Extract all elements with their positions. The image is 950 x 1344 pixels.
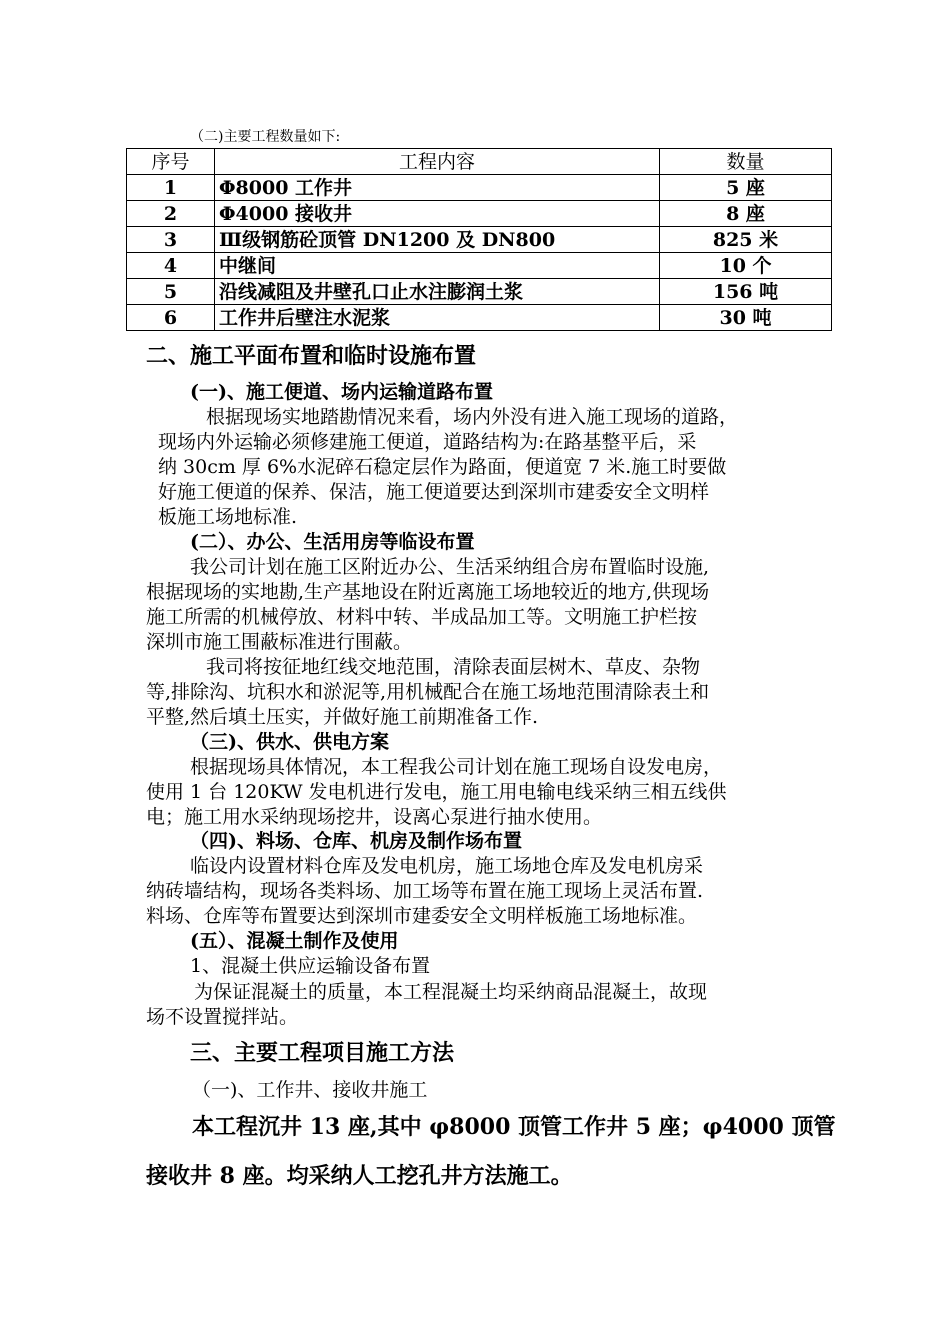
header-no: 序号 bbox=[127, 149, 215, 175]
paragraph-line: 现场内外运输必须修建施工便道，道路结构为:在路基整平后，采 bbox=[158, 431, 697, 453]
cell-item: 工作井后壁注水泥浆 bbox=[215, 305, 660, 331]
cell-quantity: 5 座 bbox=[660, 175, 832, 201]
paragraph-line: 使用 1 台 120KW 发电机进行发电，施工用电输电线采纳三相五线供 bbox=[146, 781, 727, 803]
header-quantity: 数量 bbox=[660, 149, 832, 175]
cell-quantity: 825 米 bbox=[660, 227, 832, 253]
paragraph-line: 为保证混凝土的质量，本工程混凝土均采纳商品混凝土，故现 bbox=[194, 981, 708, 1003]
cell-no: 4 bbox=[127, 253, 215, 279]
paragraph-line: 1、混凝土供应运输设备布置 bbox=[190, 955, 431, 977]
section-3-1-title: （一)、工作井、接收井施工 bbox=[192, 1079, 428, 1101]
cell-item: Ⅲ级钢筋砼顶管 DN1200 及 DN800 bbox=[215, 227, 660, 253]
paragraph-line: 纳砖墙结构，现场各类料场、加工场等布置在施工现场上灵活布置. bbox=[146, 880, 704, 902]
table-row bbox=[127, 253, 832, 279]
header-item: 工程内容 bbox=[215, 149, 660, 175]
paragraph-line: 临设内设置材料仓库及发电机房，施工场地仓库及发电机房采 bbox=[190, 855, 704, 877]
paragraph-line: 板施工场地标准. bbox=[158, 506, 298, 528]
paragraph-line: 等,排除沟、坑积水和淤泥等,用机械配合在施工场地范围清除表土和 bbox=[146, 681, 710, 703]
cell-quantity: 156 吨 bbox=[660, 279, 832, 305]
paragraph-line: 根据现场实地踏勘情况来看，场内外没有进入施工现场的道路， bbox=[206, 406, 739, 428]
table-row bbox=[127, 227, 832, 253]
quantity-table bbox=[126, 148, 832, 331]
cell-no: 5 bbox=[127, 279, 215, 305]
cell-item: Φ8000 工作井 bbox=[215, 175, 660, 201]
table-caption: （二)主要工程数量如下: bbox=[190, 129, 341, 145]
paragraph-line: 纳 30cm 厚 6%水泥碎石稳定层作为路面，便道宽 7 米.施工时要做 bbox=[158, 456, 727, 478]
section-2-title: 二、施工平面布置和临时设施布置 bbox=[146, 343, 477, 369]
paragraph-line: 本工程沉井 13 座,其中 φ8000 顶管工作井 5 座；φ4000 顶管 bbox=[192, 1114, 836, 1140]
section-2-4-title: （四)、料场、仓库、机房及制作场布置 bbox=[190, 830, 522, 852]
section-2-3-title: （三)、供水、供电方案 bbox=[190, 731, 389, 753]
cell-no: 3 bbox=[127, 227, 215, 253]
paragraph-line: 根据现场的实地勘,生产基地设在附近离施工场地较近的地方,供现场 bbox=[146, 581, 710, 603]
cell-item: 中继间 bbox=[215, 253, 660, 279]
cell-quantity: 10 个 bbox=[660, 253, 832, 279]
section-2-5-title: (五）、混凝土制作及使用 bbox=[190, 930, 399, 952]
table-header-row bbox=[127, 149, 832, 175]
table-row bbox=[127, 279, 832, 305]
paragraph-line: 我司将按征地红线交地范围，清除表面层树木、草皮、杂物 bbox=[206, 656, 701, 678]
paragraph-line: 好施工便道的保养、保洁，施工便道要达到深圳市建委安全文明样 bbox=[158, 481, 710, 503]
cell-quantity: 8 座 bbox=[660, 201, 832, 227]
cell-no: 2 bbox=[127, 201, 215, 227]
paragraph-line: 平整,然后填土压实，并做好施工前期准备工作. bbox=[146, 706, 539, 728]
cell-item: 沿线减阻及井壁孔口止水注膨润土浆 bbox=[215, 279, 660, 305]
paragraph-line: 接收井 8 座。均采纳人工挖孔井方法施工。 bbox=[146, 1163, 573, 1189]
table-row bbox=[127, 201, 832, 227]
paragraph-line: 深圳市施工围蔽标准进行围蔽。 bbox=[146, 631, 413, 653]
section-2-1-title: (一)、施工便道、场内运输道路布置 bbox=[190, 381, 493, 403]
cell-no: 1 bbox=[127, 175, 215, 201]
section-3-title: 三、主要工程项目施工方法 bbox=[190, 1040, 455, 1066]
section-2-2-title: (二）、办公、生活用房等临设布置 bbox=[190, 531, 475, 553]
table-row bbox=[127, 175, 832, 201]
paragraph-line: 我公司计划在施工区附近办公、生活采纳组合房布置临时设施, bbox=[190, 556, 710, 578]
table-row bbox=[127, 305, 832, 331]
paragraph-line: 电；施工用水采纳现场挖井，设离心泵进行抽水使用。 bbox=[146, 806, 603, 828]
paragraph-line: 料场、仓库等布置要达到深圳市建委安全文明样板施工场地标准。 bbox=[146, 905, 698, 927]
paragraph-line: 根据现场具体情况，本工程我公司计划在施工现场自设发电房， bbox=[190, 756, 723, 778]
cell-quantity: 30 吨 bbox=[660, 305, 832, 331]
paragraph-line: 场不设置搅拌站。 bbox=[146, 1006, 299, 1028]
cell-item: Φ4000 接收井 bbox=[215, 201, 660, 227]
cell-no: 6 bbox=[127, 305, 215, 331]
paragraph-line: 施工所需的机械停放、材料中转、半成品加工等。文明施工护栏按 bbox=[146, 606, 698, 628]
